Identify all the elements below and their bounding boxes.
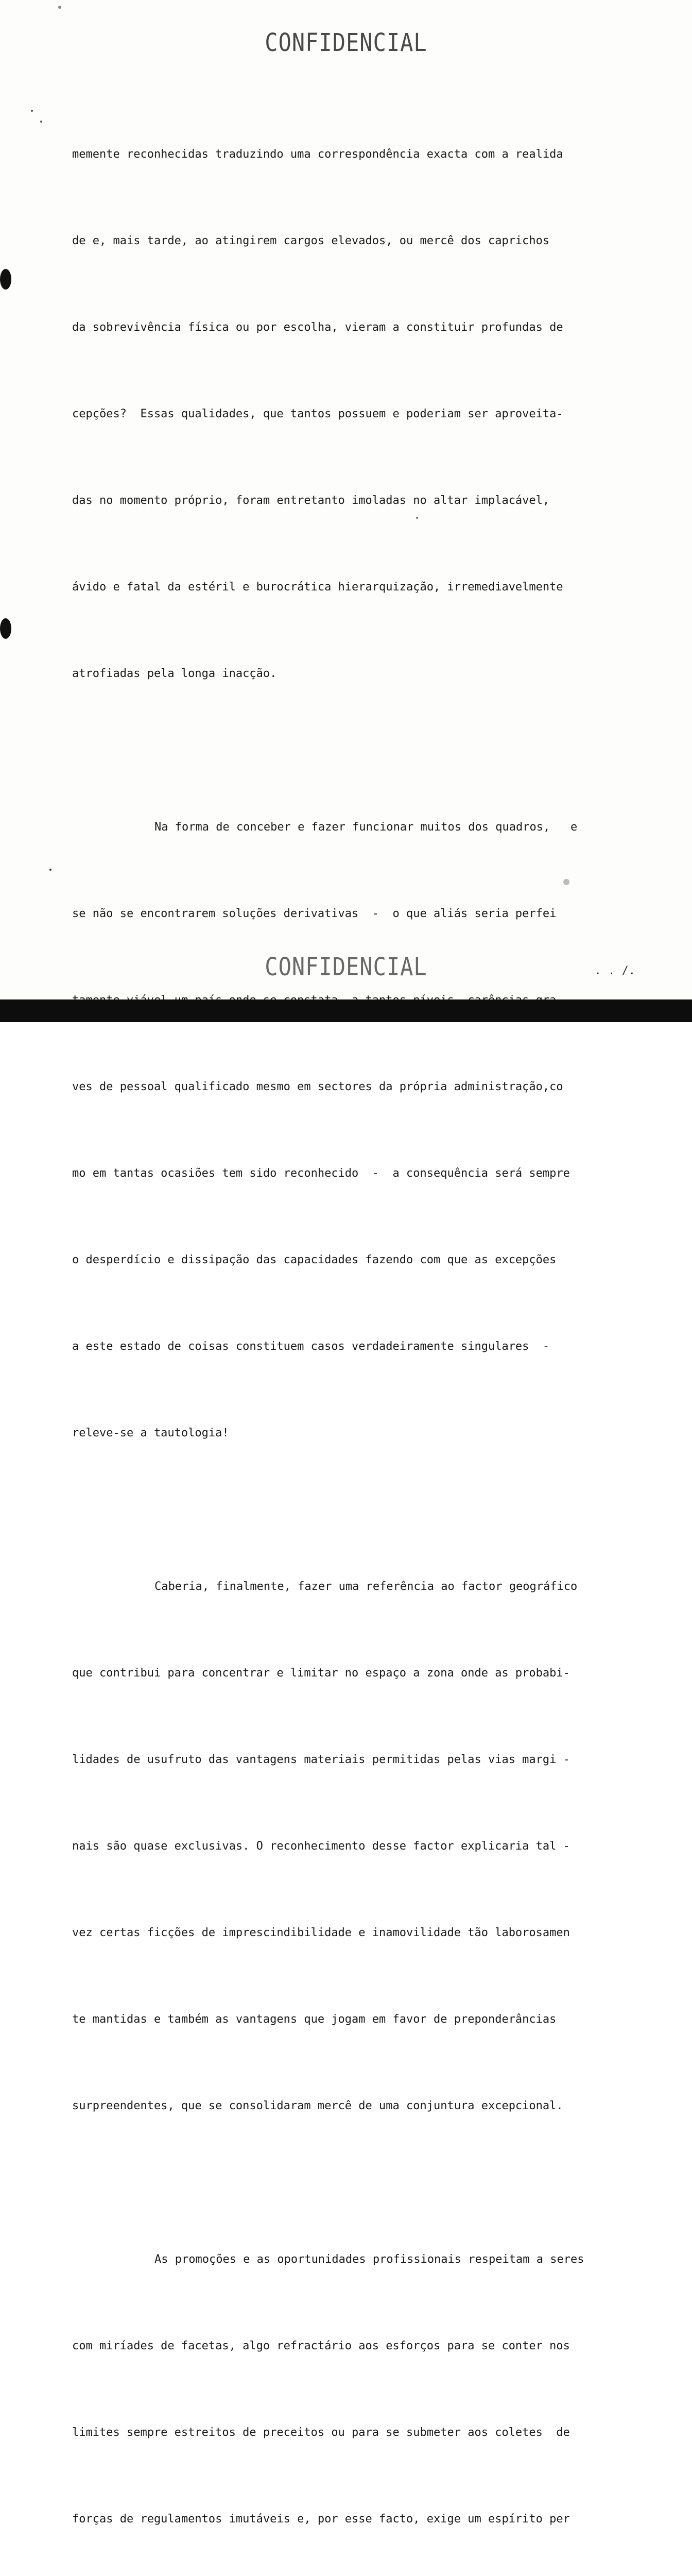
text-line: te mantidas e também as vantagens que jogam em favor de preponderâncias <box>72 2013 557 2026</box>
text-line: memente reconhecidas traduzindo uma correspondência exacta com a realida <box>72 148 563 161</box>
text-line: releve-se a tautologia! <box>72 1427 229 1439</box>
text-line: de e, mais tarde, ao atingirem cargos elevados, ou mercê dos caprichos <box>72 234 550 247</box>
text-line: nais são quase exclusivas. O reconhecimento desse factor explicaria tal - <box>72 1840 570 1853</box>
text-line: mo em tantas ocasiões tem sido reconhecido - a consequência será sempre <box>72 1167 570 1180</box>
text-line: se não se encontrarem soluções derivativas - o que aliás seria perfei <box>72 907 557 920</box>
scan-edge-strip <box>0 999 692 1022</box>
text-line: vez certas ficções de imprescindibilidade e inamovilidade tão laborosamen <box>72 1926 570 1939</box>
text-line: lidades de usufruto das vantagens materiais permitidas pelas vias margi - <box>72 1753 570 1766</box>
paragraph-4 <box>72 2188 654 2576</box>
text-line: Caberia, finalmente, fazer uma referência ao factor geográfico <box>154 1580 578 1593</box>
text-line: com miríades de facetas, algo refractário aos esforços para se conter nos <box>72 2340 570 2352</box>
text-line: forças de regulamentos imutáveis e, por esse facto, exige um espírito per <box>72 2513 570 2526</box>
text-line: As promoções e as oportunidades profissionais respeitam a seres <box>154 2253 584 2266</box>
continuation-mark: . . /. <box>594 964 635 977</box>
text-line: da sobrevivência física ou por escolha, vieram a constituir profundas de <box>72 321 563 334</box>
confidential-stamp-top: CONFIDENCIAL <box>265 28 427 57</box>
text-line: ávido e fatal da estéril e burocrática hierarquização, irremediavelmente <box>72 581 563 594</box>
text-line: cepções? Essas qualidades, que tantos possuem e poderiam ser aproveita- <box>72 408 563 420</box>
text-line: o desperdício e dissipação das capacidades fazendo com que as excepções <box>72 1253 557 1266</box>
text-line: a este estado de coisas constituem casos verdadeiramente singulares - <box>72 1340 550 1353</box>
text-line: das no momento próprio, foram entretanto imoladas no altar implacável, <box>72 494 550 507</box>
text-line: ves de pessoal qualificado mesmo em sectores da própria administração,co <box>72 1080 563 1093</box>
confidential-stamp-bottom: CONFIDENCIAL <box>265 952 427 981</box>
text-line: limites sempre estreitos de preceitos ou para se submeter aos coletes de <box>72 2426 570 2439</box>
text-line: surpreendentes, que se consolidaram mercê de uma conjuntura excepcional. <box>72 2099 563 2112</box>
paragraph-3 <box>72 1515 654 2178</box>
scan-noise <box>0 0 692 1022</box>
text-line: que contribui para concentrar e limitar no espaço a zona onde as probabi- <box>72 1667 570 1680</box>
text-line: Na forma de conceber e fazer funcionar muitos dos quadros, e <box>154 821 578 834</box>
text-line: atrofiadas pela longa inacção. <box>72 667 277 680</box>
